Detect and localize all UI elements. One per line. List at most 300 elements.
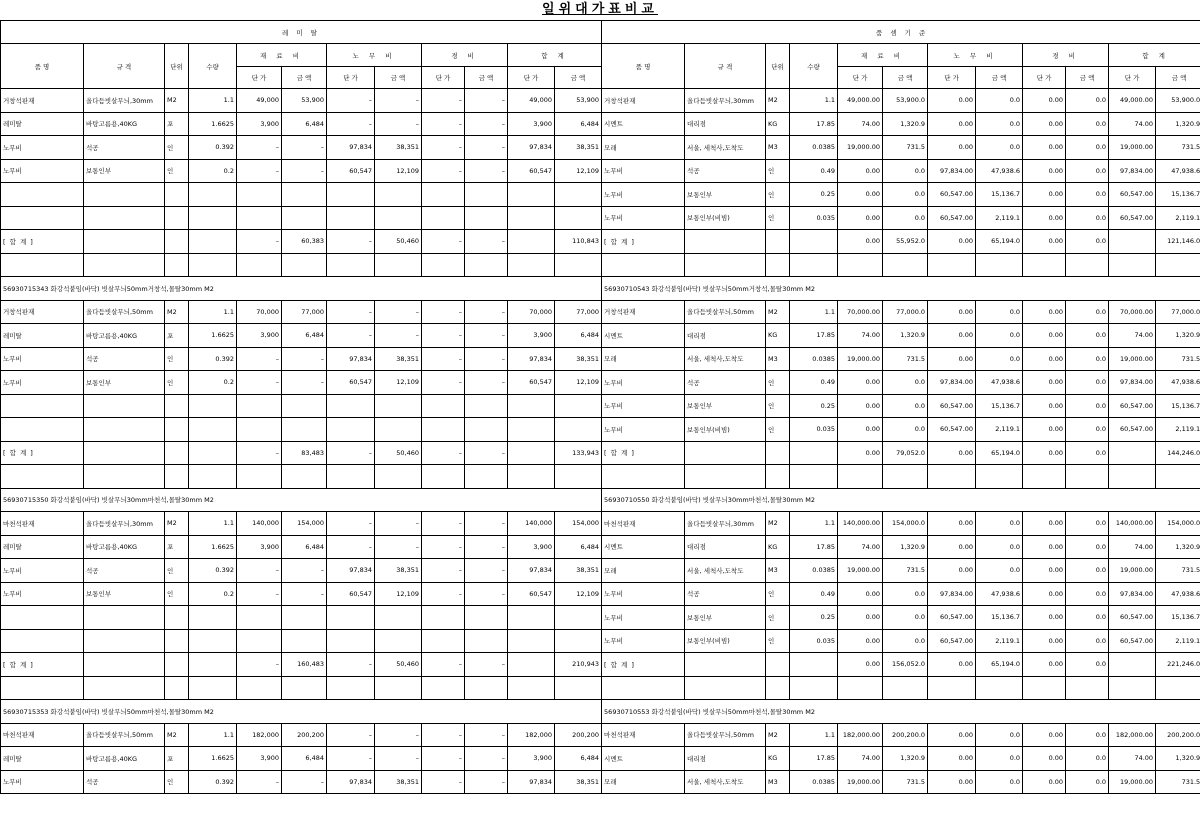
left-material-amount-cell — [282, 394, 327, 418]
left-labor-amount-cell: – — [375, 512, 422, 536]
right-expense-amount-cell: 0.0 — [1066, 324, 1109, 348]
left-labor-amount-cell: – — [375, 300, 422, 324]
right-material-amount-cell: 0.0 — [883, 371, 928, 395]
right-qty-cell: 17.85 — [790, 535, 838, 559]
left-unit-cell: 포 — [165, 535, 189, 559]
left-expense-price-cell: – — [422, 347, 465, 371]
right-labor-price-cell: 0.00 — [928, 770, 976, 794]
right-total-amount-cell: 121,146.0 — [1156, 230, 1200, 254]
left-labor-amount-cell: 12,109 — [375, 582, 422, 606]
header-material: 재 료 비 — [237, 44, 327, 67]
right-material-amount-cell: 0.0 — [883, 629, 928, 653]
table-row — [1, 418, 1200, 442]
right-expense-amount-cell: 0.0 — [1066, 512, 1109, 536]
right-material-amount-cell — [883, 465, 928, 489]
right-item-name-cell: 노무비 — [602, 183, 685, 207]
left-labor-price-cell: – — [327, 300, 375, 324]
right-spec-cell: 올다듬빗살무늬,30mm — [685, 89, 766, 113]
right-material-price-cell — [838, 253, 883, 277]
right-labor-amount-cell — [976, 676, 1023, 700]
left-material-price-cell: – — [237, 770, 282, 794]
right-material-price-cell: 0.00 — [838, 582, 883, 606]
left-expense-amount-cell — [465, 465, 508, 489]
right-expense-amount-cell: 0.0 — [1066, 394, 1109, 418]
right-expense-amount-cell: 0.0 — [1066, 300, 1109, 324]
left-labor-amount-cell — [375, 183, 422, 207]
left-labor-price-cell — [327, 418, 375, 442]
item-code-row — [1, 700, 1200, 724]
right-spec-cell: 보통인부 — [685, 394, 766, 418]
left-labor-price-cell: – — [327, 324, 375, 348]
right-unit-cell: KG — [766, 747, 790, 771]
right-labor-amount-cell: 2,119.1 — [976, 206, 1023, 230]
left-labor-amount-cell — [375, 676, 422, 700]
right-unit-cell — [766, 676, 790, 700]
left-expense-price-cell: – — [422, 723, 465, 747]
right-item-code: 56930710553 화강석붙임(바닥) 빗살무늬50mm마천석,몰탈30mm M2 — [602, 700, 1200, 724]
right-expense-price-cell: 0.00 — [1023, 300, 1066, 324]
right-total-price-cell: 74.00 — [1109, 324, 1156, 348]
right-item-name-cell: 모래 — [602, 347, 685, 371]
right-item-name-cell: 거창석판재 — [602, 89, 685, 113]
left-qty-cell: 1.6625 — [189, 535, 237, 559]
left-labor-price-cell: 97,834 — [327, 770, 375, 794]
item-code-row — [1, 277, 1200, 301]
right-total-amount-cell: 221,246.0 — [1156, 653, 1200, 677]
right-labor-price-cell: 60,547.00 — [928, 418, 976, 442]
right-material-amount-cell — [883, 676, 928, 700]
left-unit-cell: 포 — [165, 324, 189, 348]
right-expense-amount-cell: 0.0 — [1066, 159, 1109, 183]
right-total-amount-cell: 47,938.6 — [1156, 582, 1200, 606]
left-labor-amount-cell: 50,460 — [375, 230, 422, 254]
left-expense-amount-cell: – — [465, 230, 508, 254]
right-item-name-cell — [602, 676, 685, 700]
left-item-name-cell: 노무비 — [1, 770, 84, 794]
right-labor-amount-cell: 47,938.6 — [976, 582, 1023, 606]
right-total-amount-cell: 1,320.9 — [1156, 324, 1200, 348]
left-material-price-cell — [237, 394, 282, 418]
left-total-price-cell — [508, 230, 555, 254]
left-material-price-cell — [237, 465, 282, 489]
left-expense-price-cell: – — [422, 441, 465, 465]
right-labor-price-cell: 0.00 — [928, 512, 976, 536]
left-expense-price-cell: – — [422, 136, 465, 160]
right-total-amount-cell: 1,320.9 — [1156, 747, 1200, 771]
right-spec-cell: 올다듬빗살무늬,50mm — [685, 723, 766, 747]
right-expense-price-cell: 0.00 — [1023, 324, 1066, 348]
left-qty-cell — [189, 253, 237, 277]
right-spec-cell: 올다듬빗살무늬,50mm — [685, 300, 766, 324]
right-material-amount-cell: 0.0 — [883, 159, 928, 183]
left-expense-amount-cell: – — [465, 441, 508, 465]
right-labor-amount-cell: 47,938.6 — [976, 159, 1023, 183]
right-labor-amount-cell: 0.0 — [976, 559, 1023, 583]
right-total-price-cell: 74.00 — [1109, 535, 1156, 559]
right-total-price-cell — [1109, 676, 1156, 700]
left-material-amount-cell: 77,000 — [282, 300, 327, 324]
table-row — [1, 136, 1200, 160]
right-spec-cell — [685, 465, 766, 489]
left-unit-cell — [165, 606, 189, 630]
left-unit-cell: 인 — [165, 559, 189, 583]
right-expense-amount-cell: 0.0 — [1066, 112, 1109, 136]
left-expense-amount-cell: – — [465, 535, 508, 559]
left-material-price-cell — [237, 676, 282, 700]
right-material-amount-cell: 200,200.0 — [883, 723, 928, 747]
right-material-amount-cell: 156,052.0 — [883, 653, 928, 677]
left-item-name-cell — [1, 183, 84, 207]
right-item-name-cell: 노무비 — [602, 418, 685, 442]
right-qty-cell: 0.25 — [790, 394, 838, 418]
left-total-amount-cell — [555, 394, 602, 418]
header-amount: 금 액 — [465, 67, 508, 89]
left-labor-amount-cell — [375, 206, 422, 230]
left-total-amount-cell: 38,351 — [555, 347, 602, 371]
left-total-price-cell — [508, 418, 555, 442]
header-unit-price: 단 가 — [1023, 67, 1066, 89]
right-unit-cell: 인 — [766, 629, 790, 653]
right-total-price-cell — [1109, 230, 1156, 254]
right-labor-amount-cell: 2,119.1 — [976, 418, 1023, 442]
left-spec-cell — [84, 418, 165, 442]
left-item-name-cell: 마천석판재 — [1, 512, 84, 536]
left-material-price-cell: 140,000 — [237, 512, 282, 536]
right-item-name-cell: 시멘트 — [602, 324, 685, 348]
left-material-amount-cell — [282, 253, 327, 277]
right-labor-price-cell — [928, 253, 976, 277]
left-expense-amount-cell — [465, 394, 508, 418]
right-item-name-cell: [ 합 계 ] — [602, 441, 685, 465]
right-qty-cell: 1.1 — [790, 89, 838, 113]
right-item-name-cell: 시멘트 — [602, 535, 685, 559]
right-qty-cell: 1.1 — [790, 723, 838, 747]
right-item-name-cell: 마천석판재 — [602, 512, 685, 536]
right-expense-amount-cell: 0.0 — [1066, 183, 1109, 207]
left-labor-price-cell — [327, 253, 375, 277]
header-unit-price: 단 가 — [1109, 67, 1156, 89]
right-expense-amount-cell: 0.0 — [1066, 89, 1109, 113]
left-material-price-cell: – — [237, 371, 282, 395]
left-spec-cell: 석공 — [84, 770, 165, 794]
left-material-amount-cell: 200,200 — [282, 723, 327, 747]
left-total-amount-cell — [555, 606, 602, 630]
left-total-amount-cell: 38,351 — [555, 136, 602, 160]
left-item-name-cell: 거창석판재 — [1, 300, 84, 324]
left-material-amount-cell: 6,484 — [282, 535, 327, 559]
right-qty-cell: 0.0385 — [790, 347, 838, 371]
right-expense-price-cell: 0.00 — [1023, 653, 1066, 677]
right-expense-price-cell: 0.00 — [1023, 747, 1066, 771]
right-total-price-cell: 60,547.00 — [1109, 418, 1156, 442]
left-qty-cell: 0.2 — [189, 371, 237, 395]
table-row — [1, 324, 1200, 348]
left-expense-amount-cell: – — [465, 112, 508, 136]
right-material-amount-cell: 0.0 — [883, 206, 928, 230]
header-expense: 경 비 — [422, 44, 508, 67]
table-row — [1, 723, 1200, 747]
right-spec-cell: 보통인부 — [685, 183, 766, 207]
left-material-amount-cell: – — [282, 347, 327, 371]
right-labor-amount-cell: 0.0 — [976, 89, 1023, 113]
right-unit-cell: M3 — [766, 136, 790, 160]
left-expense-amount-cell: – — [465, 159, 508, 183]
left-expense-price-cell: – — [422, 747, 465, 771]
left-spec-cell: 보통인부 — [84, 582, 165, 606]
left-material-price-cell: 70,000 — [237, 300, 282, 324]
right-material-price-cell: 19,000.00 — [838, 770, 883, 794]
left-unit-cell: 인 — [165, 136, 189, 160]
right-unit-cell: KG — [766, 324, 790, 348]
right-material-price-cell: 0.00 — [838, 629, 883, 653]
right-item-name-cell: 노무비 — [602, 394, 685, 418]
left-total-price-cell — [508, 676, 555, 700]
right-labor-amount-cell: 15,136.7 — [976, 606, 1023, 630]
right-expense-amount-cell: 0.0 — [1066, 136, 1109, 160]
right-unit-cell: M3 — [766, 347, 790, 371]
right-total-price-cell: 60,547.00 — [1109, 183, 1156, 207]
table-row — [1, 512, 1200, 536]
right-expense-price-cell: 0.00 — [1023, 89, 1066, 113]
right-labor-price-cell: 97,834.00 — [928, 371, 976, 395]
left-total-price-cell: 97,834 — [508, 347, 555, 371]
item-code-row — [1, 488, 1200, 512]
right-material-price-cell: 0.00 — [838, 371, 883, 395]
right-material-price-cell — [838, 676, 883, 700]
right-expense-price-cell — [1023, 253, 1066, 277]
left-spec-cell: 석공 — [84, 559, 165, 583]
right-labor-amount-cell: 0.0 — [976, 347, 1023, 371]
left-item-name-cell — [1, 418, 84, 442]
header-labor: 노 무 비 — [928, 44, 1023, 67]
left-qty-cell: 1.1 — [189, 300, 237, 324]
left-total-amount-cell: 12,109 — [555, 159, 602, 183]
left-item-name-cell: 노무비 — [1, 159, 84, 183]
table-row — [1, 159, 1200, 183]
right-total-price-cell: 19,000.00 — [1109, 347, 1156, 371]
header-item-name: 품 명 — [602, 44, 685, 89]
right-labor-amount-cell: 0.0 — [976, 512, 1023, 536]
left-material-price-cell: – — [237, 441, 282, 465]
right-total-amount-cell: 47,938.6 — [1156, 159, 1200, 183]
right-item-name-cell: 시멘트 — [602, 112, 685, 136]
left-total-price-cell — [508, 394, 555, 418]
left-qty-cell: 1.1 — [189, 723, 237, 747]
table-row — [1, 629, 1200, 653]
right-labor-price-cell: 0.00 — [928, 300, 976, 324]
table-row — [1, 300, 1200, 324]
left-total-amount-cell — [555, 206, 602, 230]
right-labor-amount-cell: 0.0 — [976, 747, 1023, 771]
left-material-price-cell — [237, 606, 282, 630]
table-row — [1, 183, 1200, 207]
left-unit-cell — [165, 253, 189, 277]
right-total-price-cell: 19,000.00 — [1109, 136, 1156, 160]
left-labor-amount-cell: 38,351 — [375, 136, 422, 160]
right-material-price-cell: 0.00 — [838, 159, 883, 183]
left-material-amount-cell — [282, 183, 327, 207]
right-labor-price-cell: 0.00 — [928, 559, 976, 583]
left-expense-amount-cell: – — [465, 347, 508, 371]
left-item-name-cell: 노무비 — [1, 559, 84, 583]
left-material-amount-cell: 60,383 — [282, 230, 327, 254]
right-expense-amount-cell: 0.0 — [1066, 418, 1109, 442]
left-qty-cell: 0.392 — [189, 770, 237, 794]
left-item-code: 56930715353 화강석붙임(바닥) 빗살무늬50mm마천석,몰탈30mm M2 — [1, 700, 602, 724]
right-item-name-cell: 거창석판재 — [602, 300, 685, 324]
left-item-code: 56930715350 화강석붙임(바닥) 빗살무늬30mm마천석,몰탈30mm M2 — [1, 488, 602, 512]
right-labor-price-cell: 0.00 — [928, 653, 976, 677]
left-total-price-cell: 60,547 — [508, 159, 555, 183]
right-unit-cell: 인 — [766, 159, 790, 183]
left-spec-cell — [84, 394, 165, 418]
left-material-amount-cell: 53,900 — [282, 89, 327, 113]
left-qty-cell: 0.392 — [189, 136, 237, 160]
left-labor-price-cell: – — [327, 535, 375, 559]
right-qty-cell: 0.25 — [790, 183, 838, 207]
left-labor-amount-cell: 12,109 — [375, 159, 422, 183]
right-spec-cell — [685, 253, 766, 277]
header-qty: 수량 — [189, 44, 237, 89]
left-total-price-cell: 182,000 — [508, 723, 555, 747]
left-material-price-cell: – — [237, 347, 282, 371]
right-expense-price-cell: 0.00 — [1023, 183, 1066, 207]
right-total-price-cell — [1109, 465, 1156, 489]
right-expense-price-cell: 0.00 — [1023, 371, 1066, 395]
right-expense-amount-cell: 0.0 — [1066, 371, 1109, 395]
left-expense-price-cell: – — [422, 324, 465, 348]
right-expense-amount-cell: 0.0 — [1066, 606, 1109, 630]
left-labor-price-cell: 97,834 — [327, 559, 375, 583]
right-qty-cell — [790, 253, 838, 277]
header-labor: 노 무 비 — [327, 44, 422, 67]
left-spec-cell: 올다듬빗살무늬,50mm — [84, 300, 165, 324]
left-expense-amount-cell — [465, 206, 508, 230]
left-labor-amount-cell — [375, 465, 422, 489]
right-expense-amount-cell: 0.0 — [1066, 347, 1109, 371]
left-total-price-cell: 97,834 — [508, 559, 555, 583]
left-material-price-cell: – — [237, 136, 282, 160]
right-material-price-cell: 0.00 — [838, 183, 883, 207]
right-material-price-cell: 0.00 — [838, 418, 883, 442]
left-labor-amount-cell — [375, 606, 422, 630]
left-material-amount-cell — [282, 465, 327, 489]
right-total-price-cell: 74.00 — [1109, 112, 1156, 136]
right-total-price-cell: 97,834.00 — [1109, 582, 1156, 606]
left-unit-cell — [165, 676, 189, 700]
right-expense-amount-cell — [1066, 253, 1109, 277]
right-qty-cell — [790, 653, 838, 677]
left-labor-amount-cell: – — [375, 535, 422, 559]
right-total-amount-cell: 53,900.0 — [1156, 89, 1200, 113]
right-total-price-cell: 97,834.00 — [1109, 371, 1156, 395]
left-labor-price-cell — [327, 465, 375, 489]
left-spec-cell — [84, 206, 165, 230]
right-spec-cell: 보통인부(비빔) — [685, 629, 766, 653]
header-material: 재 료 비 — [838, 44, 928, 67]
comparison-table — [0, 20, 1200, 794]
right-labor-amount-cell — [976, 253, 1023, 277]
left-labor-amount-cell — [375, 394, 422, 418]
right-labor-price-cell: 60,547.00 — [928, 394, 976, 418]
section-header-row — [1, 21, 1200, 44]
left-expense-price-cell — [422, 183, 465, 207]
left-material-amount-cell: 6,484 — [282, 112, 327, 136]
left-labor-price-cell — [327, 206, 375, 230]
right-labor-price-cell: 0.00 — [928, 112, 976, 136]
left-unit-cell — [165, 183, 189, 207]
left-expense-price-cell: – — [422, 770, 465, 794]
left-material-amount-cell: 83,483 — [282, 441, 327, 465]
right-labor-price-cell: 0.00 — [928, 136, 976, 160]
right-total-price-cell: 70,000.00 — [1109, 300, 1156, 324]
left-qty-cell: 0.392 — [189, 347, 237, 371]
right-expense-price-cell: 0.00 — [1023, 441, 1066, 465]
right-total-amount-cell: 2,119.1 — [1156, 629, 1200, 653]
right-unit-cell: M2 — [766, 300, 790, 324]
left-unit-cell: M2 — [165, 89, 189, 113]
right-total-amount-cell: 47,938.6 — [1156, 371, 1200, 395]
left-total-amount-cell: 6,484 — [555, 747, 602, 771]
left-material-amount-cell — [282, 676, 327, 700]
table-row — [1, 747, 1200, 771]
left-material-amount-cell: – — [282, 371, 327, 395]
header-item-name: 품 명 — [1, 44, 84, 89]
right-expense-price-cell: 0.00 — [1023, 559, 1066, 583]
right-material-amount-cell: 1,320.9 — [883, 324, 928, 348]
left-total-amount-cell: 38,351 — [555, 770, 602, 794]
table-row — [1, 394, 1200, 418]
right-material-amount-cell: 1,320.9 — [883, 535, 928, 559]
left-unit-cell: 인 — [165, 159, 189, 183]
right-material-price-cell: 49,000.00 — [838, 89, 883, 113]
right-total-amount-cell: 1,320.9 — [1156, 535, 1200, 559]
left-expense-amount-cell: – — [465, 89, 508, 113]
left-total-price-cell: 140,000 — [508, 512, 555, 536]
table-row — [1, 89, 1200, 113]
right-total-price-cell: 182,000.00 — [1109, 723, 1156, 747]
right-material-amount-cell: 55,952.0 — [883, 230, 928, 254]
right-expense-price-cell: 0.00 — [1023, 159, 1066, 183]
right-spec-cell: 석공 — [685, 159, 766, 183]
section-right-title: 품 셈 기 준 — [602, 21, 1200, 44]
left-qty-cell: 1.6625 — [189, 324, 237, 348]
right-total-amount-cell: 731.5 — [1156, 347, 1200, 371]
left-item-name-cell: 노무비 — [1, 371, 84, 395]
right-material-amount-cell: 0.0 — [883, 418, 928, 442]
left-labor-price-cell — [327, 629, 375, 653]
left-material-amount-cell: 6,484 — [282, 747, 327, 771]
right-expense-price-cell — [1023, 676, 1066, 700]
left-total-amount-cell: 110,843 — [555, 230, 602, 254]
left-expense-price-cell — [422, 394, 465, 418]
right-qty-cell: 17.85 — [790, 324, 838, 348]
left-total-amount-cell: 6,484 — [555, 324, 602, 348]
left-expense-price-cell: – — [422, 159, 465, 183]
left-unit-cell — [165, 653, 189, 677]
right-item-name-cell: 노무비 — [602, 582, 685, 606]
left-expense-amount-cell: – — [465, 512, 508, 536]
left-total-price-cell: 49,000 — [508, 89, 555, 113]
left-unit-cell — [165, 206, 189, 230]
right-expense-price-cell: 0.00 — [1023, 230, 1066, 254]
table-row — [1, 770, 1200, 794]
header-row-main — [1, 44, 1200, 67]
right-item-name-cell: 모래 — [602, 559, 685, 583]
left-spec-cell: 석공 — [84, 347, 165, 371]
left-labor-price-cell: – — [327, 747, 375, 771]
left-material-price-cell: – — [237, 159, 282, 183]
